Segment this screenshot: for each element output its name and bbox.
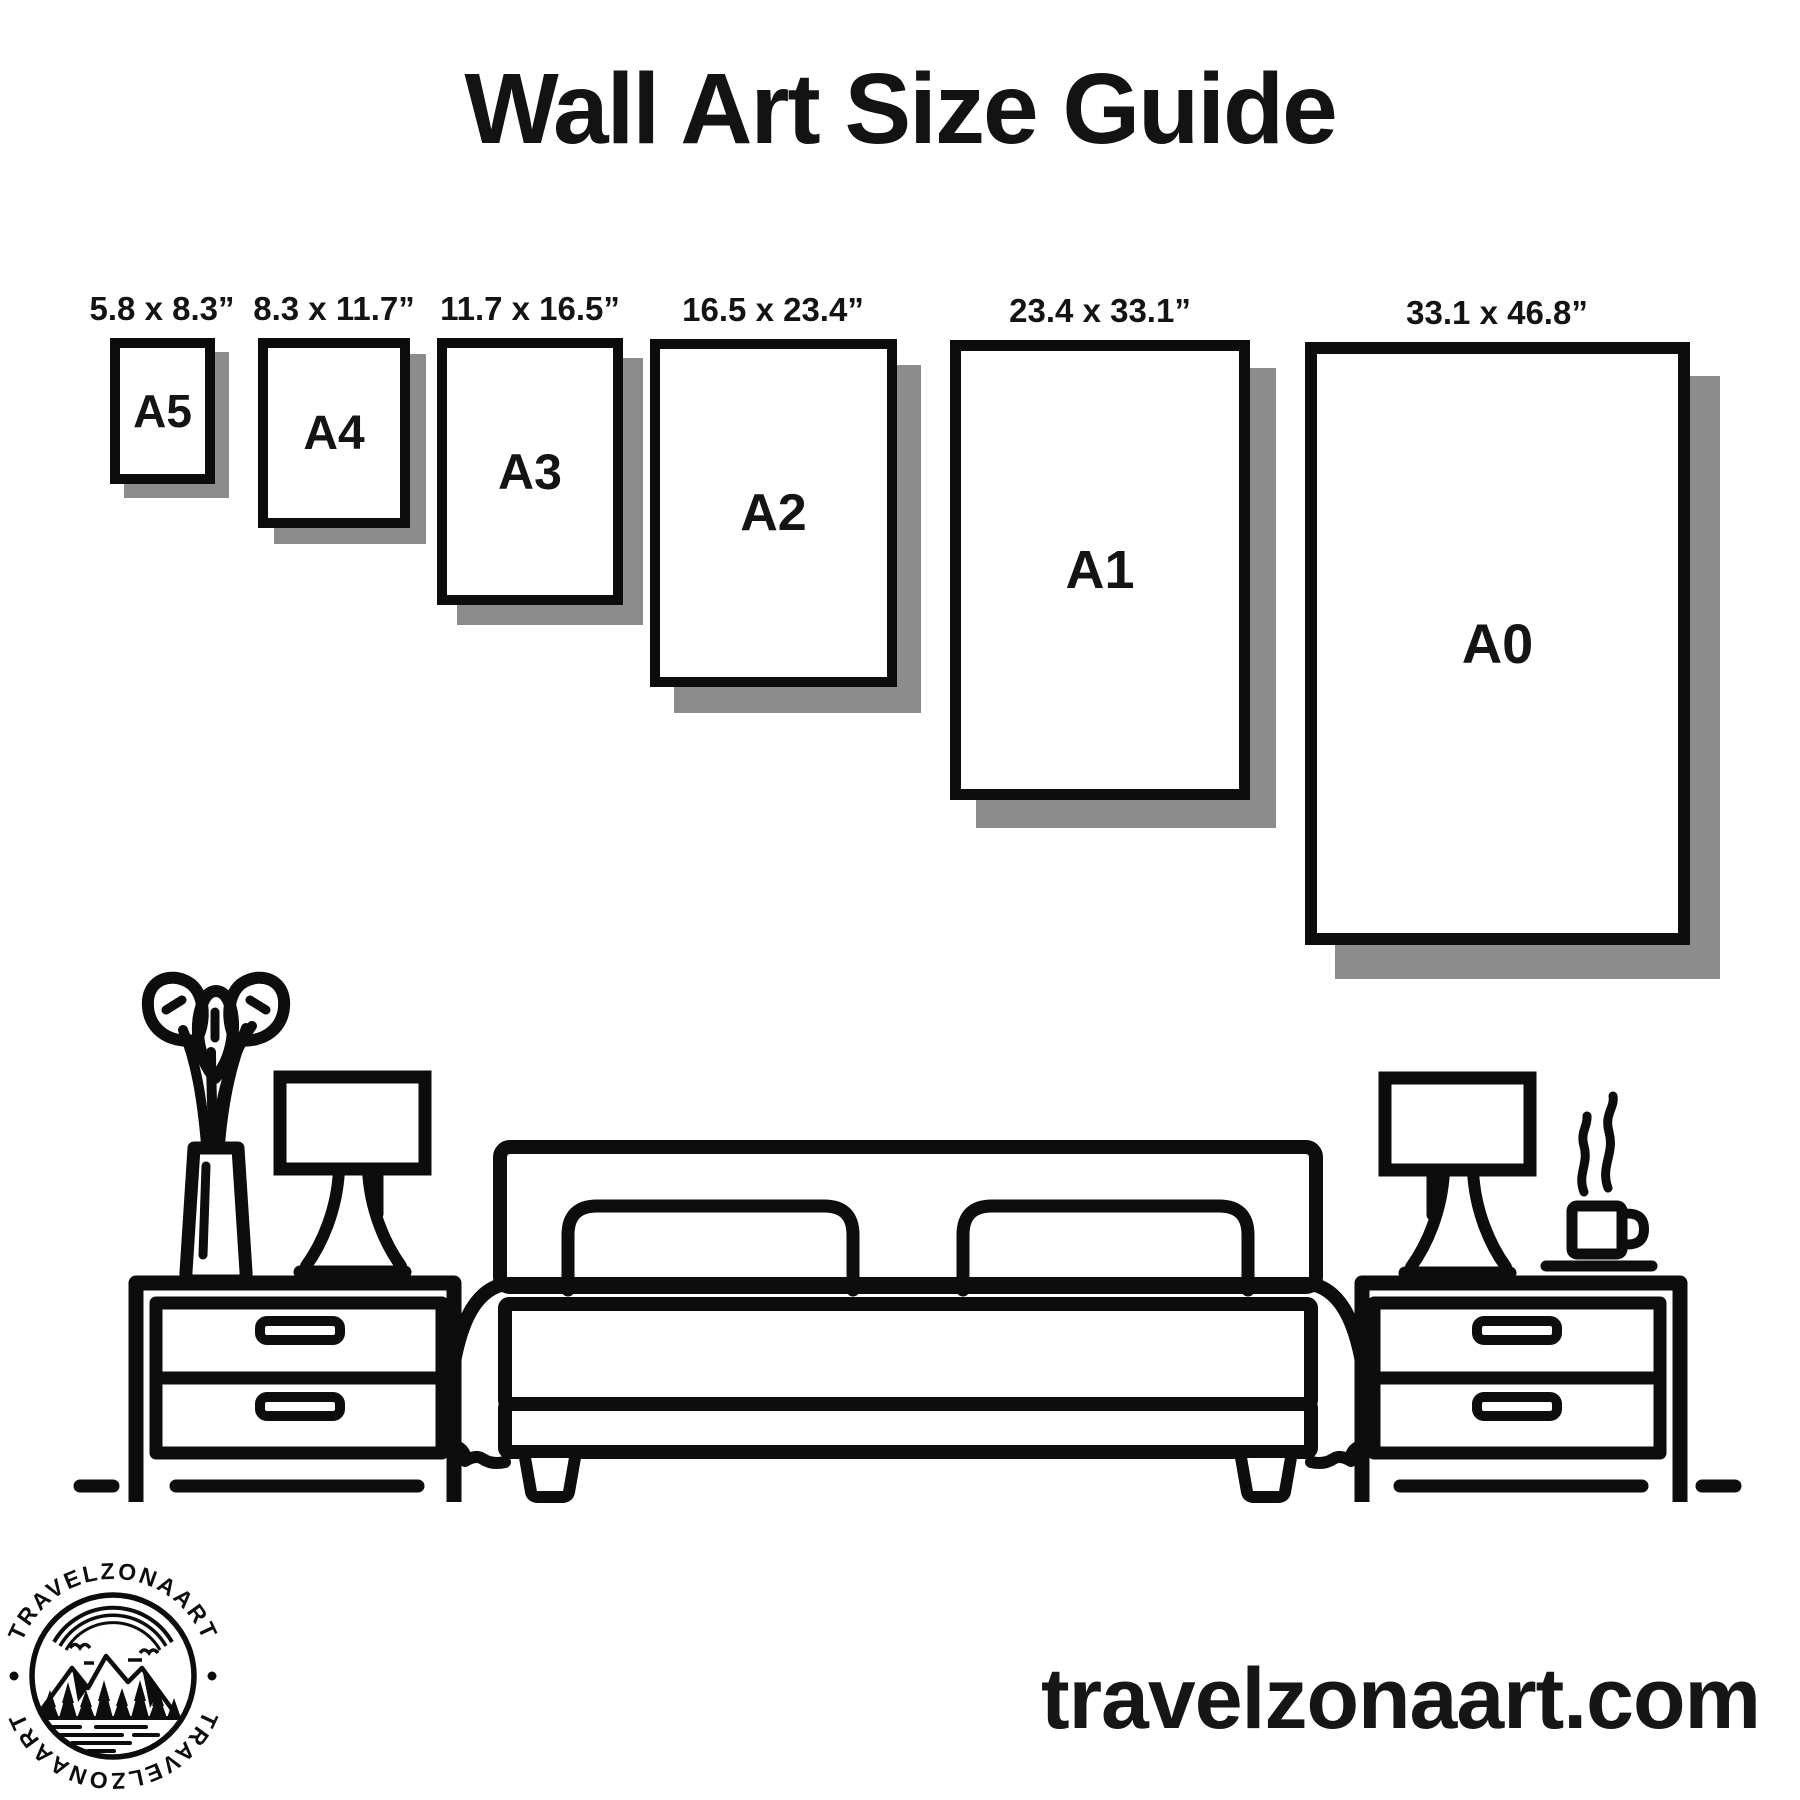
- double-bed-icon: [446, 1147, 1369, 1497]
- frame-a4: [258, 338, 410, 528]
- nightstand-right-icon: [1362, 1283, 1680, 1502]
- table-lamp-left-icon: [280, 1077, 425, 1272]
- frame-letter-a5: A5: [133, 385, 192, 437]
- bird-icon: [70, 1645, 90, 1649]
- nightstand-left-icon: [136, 1283, 454, 1502]
- logo-brand-text-top: TRAVELZONAART: [2, 1557, 224, 1645]
- logo-brand-text-bottom: TRAVELZONAART: [2, 1707, 224, 1795]
- table-lamp-right-icon: [1385, 1078, 1530, 1273]
- bird-icon: [140, 1650, 158, 1653]
- website-url: travelzonaart.com: [1040, 1651, 1760, 1747]
- size-label-a1: 23.4 x 33.1”: [1009, 292, 1191, 329]
- badge-dot-left: [10, 1672, 19, 1681]
- size-label-a5: 5.8 x 8.3”: [89, 290, 235, 327]
- bedroom-scene-illustration: [0, 945, 1800, 1555]
- frame-a0: [1305, 342, 1690, 945]
- frame-letter-a4: A4: [303, 406, 365, 460]
- size-label-a0: 33.1 x 46.8”: [1406, 294, 1588, 331]
- frame-letter-a1: A1: [1065, 540, 1135, 600]
- size-label-a4: 8.3 x 11.7”: [253, 290, 415, 327]
- frame-letter-a2: A2: [740, 484, 807, 542]
- page-title: Wall Art Size Guide: [464, 53, 1336, 165]
- brand-logo-badge: [0, 1540, 250, 1800]
- frame-a2: [650, 339, 897, 687]
- pine-trees-icon: [41, 1680, 181, 1720]
- frame-letter-a0: A0: [1461, 612, 1534, 675]
- frame-letter-a3: A3: [498, 443, 562, 500]
- size-label-a3: 11.7 x 16.5”: [440, 290, 620, 327]
- frame-a3: [437, 338, 623, 605]
- frame-a1: [950, 340, 1250, 800]
- coffee-cup-steam-icon: [1546, 1096, 1652, 1266]
- frame-a5: [110, 338, 215, 484]
- bed-leg-right: [1240, 1452, 1292, 1497]
- bed-leg-left: [524, 1452, 576, 1497]
- logo-outer-circle: [32, 1595, 194, 1757]
- size-label-a2: 16.5 x 23.4”: [682, 291, 864, 328]
- plant-in-vase-icon: [148, 978, 284, 1281]
- badge-dot-right: [208, 1672, 217, 1681]
